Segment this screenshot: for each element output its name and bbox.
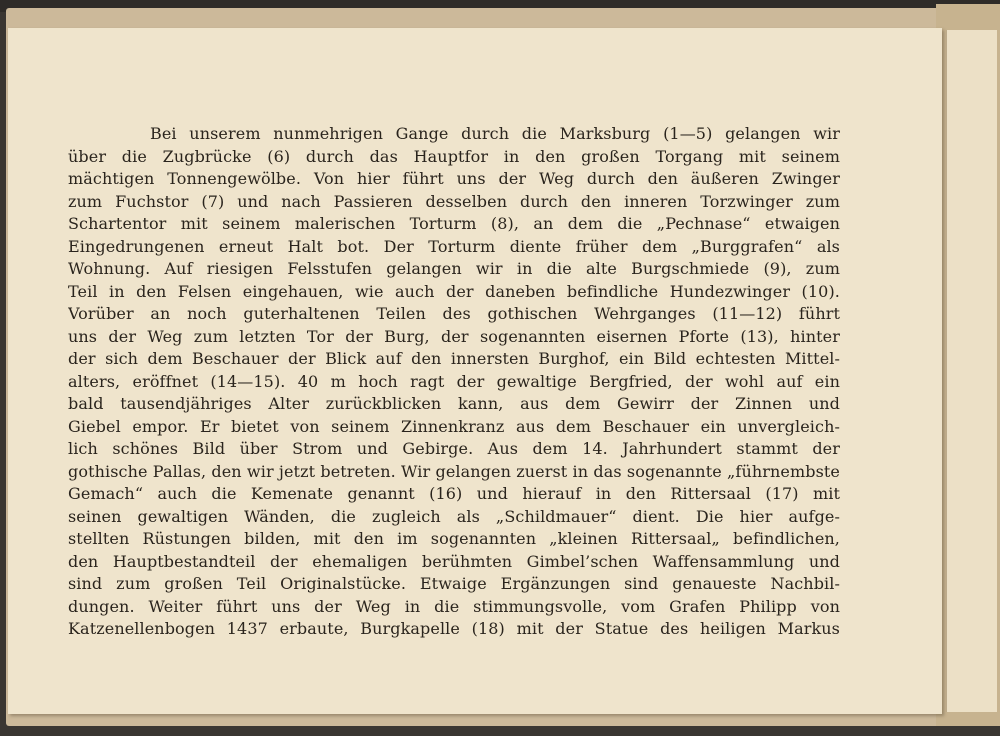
text-line: Wohnung. Auf riesigen Felsstufen gelangen wir in die alte Burgschmiede (9), zum (68, 259, 840, 278)
text-line: zum Fuchstor (7) und nach Passieren desselben durch den inneren Torzwinger zum (68, 191, 840, 211)
text-line: dungen. Weiter führt uns der Weg in die stimmungsvolle, vom Grafen Philipp von (68, 596, 840, 616)
text-line: den Hauptbestandteil der ehemaligen berühmten Gimbel’schen Waffensammlung und (68, 551, 840, 571)
text-line: Eingedrungenen erneut Halt bot. Der Torturm diente früher dem „Burggrafen“ als (68, 236, 840, 256)
text-line: Gemach“ auch die Kemenate genannt (16) und hierauf in den Rittersaal (17) mit (68, 484, 840, 503)
text-line: lich schönes Bild über Strom und Gebirge. Aus dem 14. Jahrhundert stammt der (68, 439, 840, 458)
text-line: gothische Pallas, den wir jetzt betreten. Wir gelangen zuerst in das sogenannte „führnembste (68, 461, 840, 481)
text-line: mächtigen Tonnengewölbe. Von hier führt uns der Weg durch den äußeren Zwinger (68, 169, 840, 188)
text-line: Schartentor mit seinem malerischen Torturm (8), an dem die „Pechnase“ etwaigen (68, 214, 840, 233)
text-line: Teil in den Felsen eingehauen, wie auch der daneben befindliche Hundezwinger (10). (68, 281, 840, 301)
text-line: seinen gewaltigen Wänden, die zugleich als „Schildmauer“ dient. Die hier aufge- (68, 506, 840, 526)
text-line: Giebel empor. Er bietet von seinem Zinnenkranz aus dem Beschauer ein unvergleich- (68, 416, 840, 436)
text-line: stellten Rüstungen bilden, mit den im sogenannten „kleinen Rittersaal„ befindlichen, (68, 529, 840, 548)
text-line: Bei unserem nunmehrigen Gange durch die Marksburg (1—5) gelangen wir (150, 124, 840, 143)
text-line: sind zum großen Teil Originalstücke. Etwaige Ergänzungen sind genaueste Nachbil- (68, 574, 840, 593)
next-page-edge (946, 30, 997, 712)
text-line: uns der Weg zum letzten Tor der Burg, der sogenannten eisernen Pforte (13), hinter (68, 326, 840, 346)
text-line: Vorüber an noch guterhaltenen Teilen des gothischen Wehrganges (11—12) führt (68, 304, 840, 323)
text-line: der sich dem Beschauer der Blick auf den innersten Burghof, ein Bild echtesten Mittel- (68, 349, 840, 368)
body-text (68, 123, 840, 641)
text-line: bald tausendjähriges Alter zurückblicken kann, aus dem Gewirr der Zinnen und (68, 394, 840, 413)
book-page (8, 28, 942, 714)
text-line: alters, eröffnet (14—15). 40 m hoch ragt der gewaltige Bergfried, der wohl auf ein (68, 371, 840, 391)
text-line: Katzenellenbogen 1437 erbaute, Burgkapelle (18) mit der Statue des heiligen Markus (68, 619, 840, 638)
text-line: über die Zugbrücke (6) durch das Hauptfor in den großen Torgang mit seinem (68, 146, 840, 166)
